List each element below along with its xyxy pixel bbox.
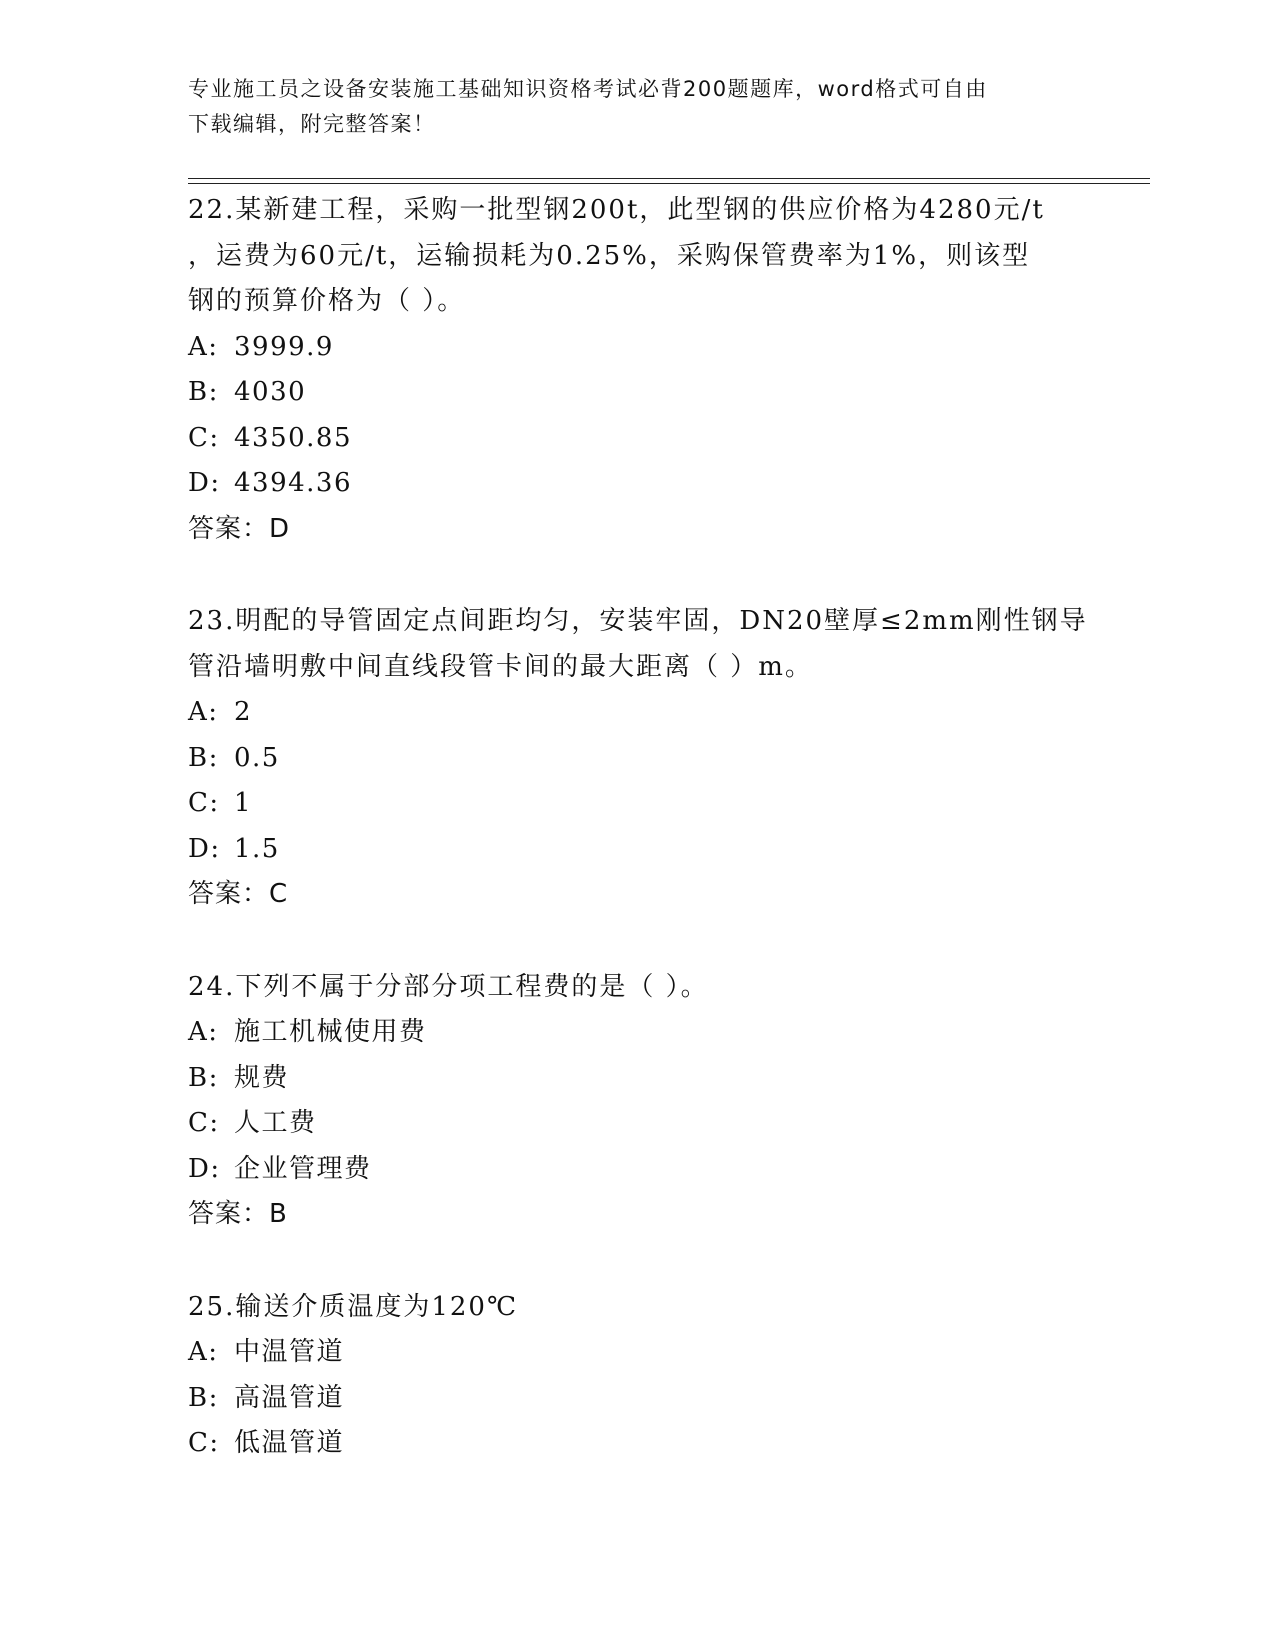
question-text bbox=[188, 965, 1088, 1011]
option-text: 2 bbox=[234, 697, 253, 727]
question-line: ，运费为60元/t，运输损耗为0.25%，采购保管费率为1%，则该型 bbox=[188, 240, 1031, 271]
question-line: 25.输送介质温度为120℃ bbox=[188, 1291, 519, 1322]
option-letter: A: bbox=[188, 1017, 219, 1047]
option-d bbox=[188, 1147, 1088, 1193]
question-text bbox=[188, 599, 1088, 690]
question-text bbox=[188, 188, 1088, 325]
option-b bbox=[188, 1056, 1088, 1102]
option-c bbox=[188, 416, 1088, 462]
option-letter: B: bbox=[188, 1062, 219, 1093]
header-line-1: 专业施工员之设备安装施工基础知识资格考试必背200题题库，word格式可自由 bbox=[188, 77, 988, 101]
question-25 bbox=[188, 1285, 1088, 1467]
option-letter: C: bbox=[188, 1428, 220, 1458]
option-letter: D: bbox=[188, 1153, 221, 1184]
option-text: 4394.36 bbox=[234, 468, 353, 498]
option-text: 规费 bbox=[234, 1062, 290, 1093]
option-text: 0.5 bbox=[234, 742, 280, 773]
option-letter: B: bbox=[188, 742, 219, 773]
option-c bbox=[188, 781, 1088, 827]
question-22 bbox=[188, 188, 1088, 552]
answer-line: 答案：D bbox=[188, 513, 291, 544]
option-text: 4030 bbox=[234, 377, 307, 407]
option-text: 企业管理费 bbox=[234, 1153, 372, 1184]
option-letter: B: bbox=[188, 1382, 219, 1413]
header-divider-bottom bbox=[188, 183, 1150, 184]
option-letter: A: bbox=[188, 697, 219, 727]
header-line-2: 下载编辑，附完整答案！ bbox=[188, 112, 436, 136]
option-d bbox=[188, 461, 1088, 507]
option-c bbox=[188, 1101, 1088, 1147]
option-letter: A: bbox=[188, 331, 219, 362]
option-letter: C: bbox=[188, 1108, 220, 1138]
question-line: 钢的预算价格为（ ）。 bbox=[188, 286, 466, 316]
option-letter: C: bbox=[188, 788, 220, 818]
question-text bbox=[188, 1285, 1088, 1331]
option-letter: D: bbox=[188, 468, 221, 498]
question-line: 24.下列不属于分部分项工程费的是（ ）。 bbox=[188, 971, 709, 1002]
question-23 bbox=[188, 599, 1088, 918]
option-letter: B: bbox=[188, 377, 219, 407]
option-a bbox=[188, 690, 1088, 736]
option-text: 1.5 bbox=[234, 833, 280, 864]
option-text: 4350.85 bbox=[234, 422, 353, 453]
option-letter: C: bbox=[188, 422, 220, 453]
document-header bbox=[188, 72, 1068, 142]
option-text: 高温管道 bbox=[234, 1382, 345, 1413]
option-text: 施工机械使用费 bbox=[234, 1017, 427, 1047]
answer-line: 答案：B bbox=[188, 1199, 288, 1229]
option-d bbox=[188, 827, 1088, 873]
question-line: 22.某新建工程，采购一批型钢200t，此型钢的供应价格为4280元/t bbox=[188, 195, 1045, 225]
option-b bbox=[188, 1376, 1088, 1422]
option-text: 中温管道 bbox=[234, 1337, 345, 1367]
option-text: 低温管道 bbox=[234, 1428, 345, 1458]
question-line: 管沿墙明敷中间直线段管卡间的最大距离（ ）m。 bbox=[188, 651, 813, 682]
option-a bbox=[188, 325, 1088, 371]
answer-line: 答案：C bbox=[188, 879, 289, 909]
question-24 bbox=[188, 965, 1088, 1238]
option-letter: D: bbox=[188, 833, 221, 864]
option-a bbox=[188, 1010, 1088, 1056]
option-b bbox=[188, 370, 1088, 416]
question-line: 23.明配的导管固定点间距均匀，安装牢固，DN20壁厚≤2mm刚性钢导 bbox=[188, 606, 1088, 636]
option-text: 人工费 bbox=[234, 1108, 317, 1138]
option-letter: A: bbox=[188, 1337, 219, 1367]
option-a bbox=[188, 1330, 1088, 1376]
option-c bbox=[188, 1421, 1088, 1467]
option-text: 1 bbox=[234, 788, 253, 818]
option-text: 3999.9 bbox=[234, 331, 334, 362]
question-list bbox=[188, 188, 1088, 1514]
option-b bbox=[188, 736, 1088, 782]
header-divider-top bbox=[188, 178, 1150, 179]
